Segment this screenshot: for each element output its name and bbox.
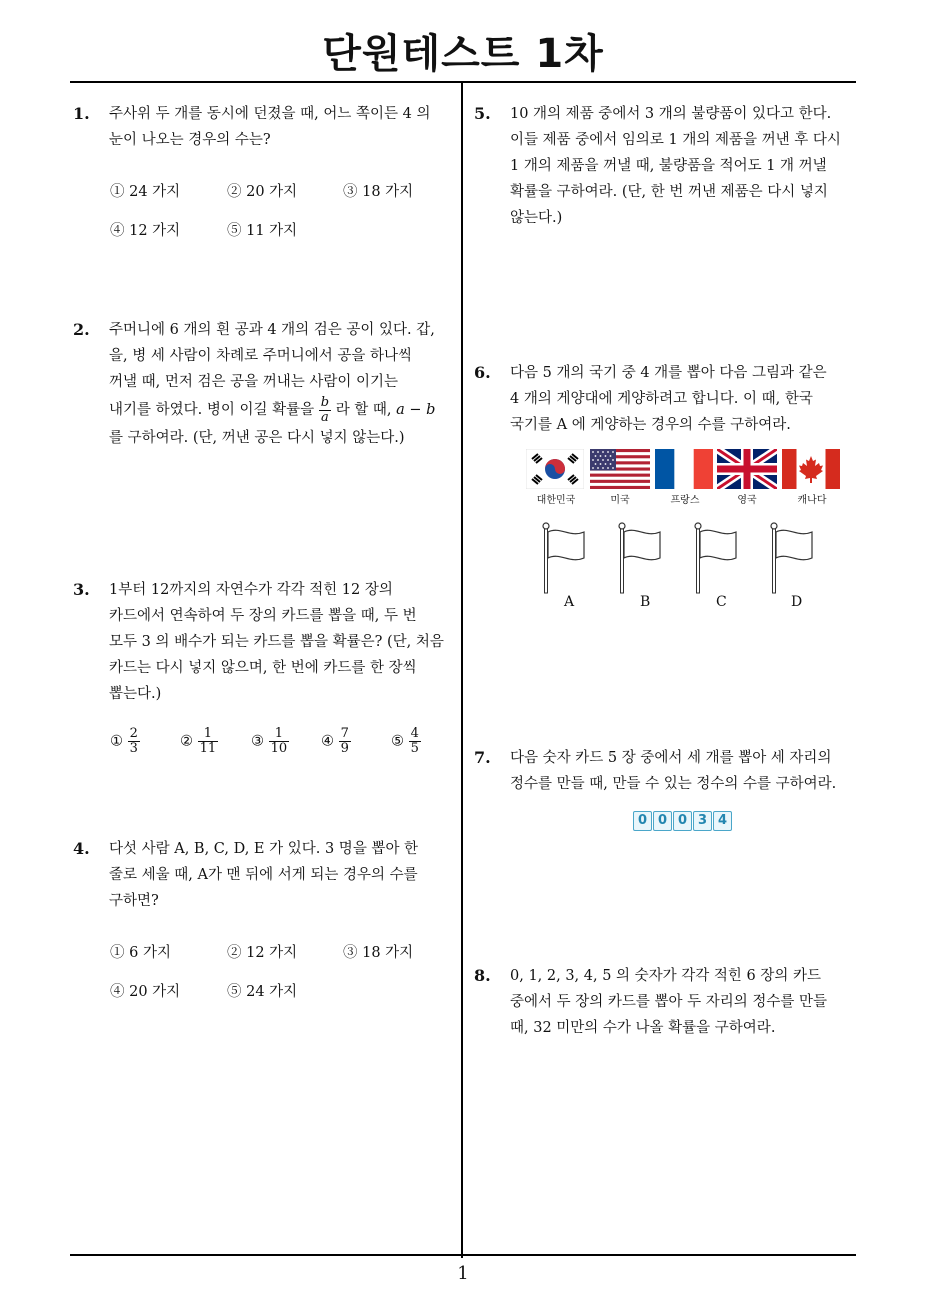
question-line: 을, 병 세 사람이 차례로 주머니에서 공을 하나씩 — [109, 348, 413, 364]
question-line: 정수를 만들 때, 만들 수 있는 정수의 수를 구하여라. — [510, 776, 837, 792]
question-line: 눈이 나오는 경우의 수는? — [109, 132, 271, 148]
question-4 — [73, 836, 453, 914]
pole-label: B — [640, 594, 651, 610]
question-text — [510, 745, 864, 797]
choice[interactable]: ⑤ 24 가지 — [227, 984, 298, 1000]
footer-rule — [70, 1254, 856, 1256]
flagpole-icon — [768, 522, 828, 594]
question-number: 7. — [474, 748, 491, 767]
canada-flag-icon — [782, 449, 840, 489]
choice[interactable] — [391, 727, 421, 756]
question-line: 1부터 12까지의 자연수가 각각 적힌 12 장의 — [109, 582, 393, 598]
number-card: 3 — [693, 811, 712, 831]
fraction — [269, 727, 290, 756]
france-flag-icon — [655, 449, 713, 489]
question-line: 0, 1, 2, 3, 4, 5 의 숫자가 각각 적힌 6 장의 카드 — [510, 968, 822, 984]
question-line: 않는다.) — [510, 210, 563, 226]
choice-mark: ① — [110, 733, 123, 750]
question-line: 를 구하여라. (단, 꺼낸 공은 다시 넣지 않는다.) — [109, 430, 405, 446]
header-rule — [70, 81, 856, 83]
fraction-denominator: 10 — [270, 741, 288, 756]
question-line: 중에서 두 장의 카드를 뽑아 두 자리의 정수를 만들 — [510, 994, 828, 1010]
question-number: 3. — [73, 580, 90, 599]
question-line: 다음 숫자 카드 5 장 중에서 세 개를 뽑아 세 자리의 — [510, 750, 832, 766]
flag-label: 대한민국 — [536, 495, 576, 506]
fraction-denominator: a — [321, 409, 329, 425]
question-text — [510, 963, 864, 1041]
choice-mark: ⑤ — [391, 733, 404, 750]
page-title: 단원테스트 1차 — [322, 31, 604, 77]
fraction-numerator: 7 — [340, 726, 349, 741]
question-7 — [474, 745, 864, 797]
fraction-numerator: 4 — [410, 726, 419, 741]
question-line: 주머니에 6 개의 흰 공과 4 개의 검은 공이 있다. 갑, — [109, 322, 435, 338]
number-card: 0 — [673, 811, 692, 831]
usa-flag-icon — [590, 449, 650, 489]
choice[interactable]: ④ 12 가지 — [110, 223, 181, 239]
number-card: 4 — [713, 811, 732, 831]
question-number: 4. — [73, 839, 90, 858]
question-text — [510, 101, 854, 231]
question-number: 5. — [474, 104, 491, 123]
question-line: 뽑는다.) — [109, 686, 162, 702]
question-line: 10 개의 제품 중에서 3 개의 불량품이 있다고 한다. — [510, 106, 832, 122]
fraction-numerator: 2 — [129, 726, 138, 741]
pole-label: A — [564, 594, 575, 610]
choice[interactable]: ① 24 가지 — [110, 184, 181, 200]
fraction-numerator: 1 — [269, 727, 290, 742]
question-line: 모두 3 의 배수가 되는 카드를 뽑을 확률은? (단, 처음 — [109, 634, 444, 650]
choice-mark: ② — [180, 733, 193, 750]
choice[interactable]: ⑤ 11 가지 — [227, 223, 298, 239]
question-number: 2. — [73, 320, 90, 339]
column-divider — [461, 82, 463, 1258]
pole-label: C — [716, 594, 727, 610]
fraction-denominator: 5 — [410, 741, 419, 756]
question-text — [510, 360, 854, 438]
fraction-numerator: 1 — [198, 727, 219, 742]
question-line: 때, 32 미만의 수가 나올 확률을 구하여라. — [510, 1020, 776, 1036]
question-text — [109, 317, 453, 451]
question-6 — [474, 360, 854, 438]
fraction-denominator: 9 — [340, 741, 349, 756]
math-expression: a − b — [396, 402, 436, 418]
question-line: 카드에서 연속하여 두 장의 카드를 뽑을 때, 두 번 — [109, 608, 417, 624]
question-2 — [73, 317, 453, 451]
question-line: 다섯 사람 A, B, C, D, E 가 있다. 3 명을 뽑아 한 — [109, 841, 419, 857]
question-5 — [474, 101, 854, 231]
choice-mark: ③ — [251, 733, 264, 750]
uk-flag-icon — [717, 449, 777, 489]
question-8 — [474, 963, 864, 1041]
question-line-part: 라 할 때, — [335, 402, 392, 418]
korea-flag-icon — [526, 449, 584, 489]
choice[interactable]: ① 6 가지 — [110, 945, 171, 961]
question-line: 카드는 다시 넣지 않으며, 한 번에 카드를 한 장씩 — [109, 660, 417, 676]
question-line — [109, 395, 453, 425]
question-line: 이들 제품 중에서 임의로 1 개의 제품을 꺼낸 후 다시 — [510, 132, 841, 148]
choice[interactable] — [321, 727, 351, 756]
fraction-numerator: b — [320, 394, 330, 410]
question-1 — [73, 101, 453, 153]
choice[interactable] — [251, 727, 289, 756]
question-text — [109, 101, 453, 153]
fraction — [198, 727, 219, 756]
question-line: 줄로 세울 때, A가 맨 뒤에 서게 되는 경우의 수를 — [109, 867, 418, 883]
question-text — [109, 577, 453, 707]
question-line: 확률을 구하여라. (단, 한 번 꺼낸 제품은 다시 넣지 — [510, 184, 828, 200]
question-number: 8. — [474, 966, 491, 985]
choice[interactable]: ③ 18 가지 — [343, 945, 414, 961]
fraction — [409, 727, 421, 756]
choice[interactable]: ② 20 가지 — [227, 184, 298, 200]
fraction — [128, 727, 140, 756]
fraction — [339, 727, 351, 756]
question-line: 꺼낼 때, 먼저 검은 공을 꺼내는 사람이 이기는 — [109, 374, 398, 390]
question-text — [109, 836, 453, 914]
choice[interactable]: ③ 18 가지 — [343, 184, 414, 200]
flagpole-icon — [540, 522, 600, 594]
fraction-denominator: 11 — [199, 741, 217, 756]
question-line: 구하면? — [109, 893, 159, 909]
question-number: 1. — [73, 104, 90, 123]
fraction — [319, 396, 331, 425]
choice[interactable] — [110, 727, 140, 756]
question-line: 주사위 두 개를 동시에 던졌을 때, 어느 쪽이든 4 의 — [109, 106, 431, 122]
question-3 — [73, 577, 453, 707]
fraction-denominator: 3 — [129, 741, 138, 756]
flagpole-icon — [692, 522, 752, 594]
choice-mark: ④ — [321, 733, 334, 750]
flagpole-icon — [616, 522, 676, 594]
question-line: 4 개의 게양대에 게양하려고 합니다. 이 때, 한국 — [510, 391, 813, 407]
number-card: 0 — [653, 811, 672, 831]
question-line: 다음 5 개의 국기 중 4 개를 뽑아 다음 그림과 같은 — [510, 365, 827, 381]
pole-label: D — [791, 594, 803, 610]
flag-label: 캐나다 — [797, 495, 827, 506]
question-line-part: 내기를 하였다. 병이 이길 확률을 — [109, 402, 315, 418]
choice[interactable]: ② 12 가지 — [227, 945, 298, 961]
page-number: 1 — [457, 1263, 469, 1284]
number-card: 0 — [633, 811, 652, 831]
choice[interactable]: ④ 20 가지 — [110, 984, 181, 1000]
question-line: 1 개의 제품을 꺼낼 때, 불량품을 적어도 1 개 꺼낼 — [510, 158, 827, 174]
question-line: 국기를 A 에 게양하는 경우의 수를 구하여라. — [510, 417, 791, 433]
question-number: 6. — [474, 363, 491, 382]
flag-label: 프랑스 — [670, 495, 700, 506]
choice[interactable] — [180, 727, 218, 756]
flag-label: 영국 — [737, 495, 757, 506]
flag-label: 미국 — [610, 495, 630, 506]
